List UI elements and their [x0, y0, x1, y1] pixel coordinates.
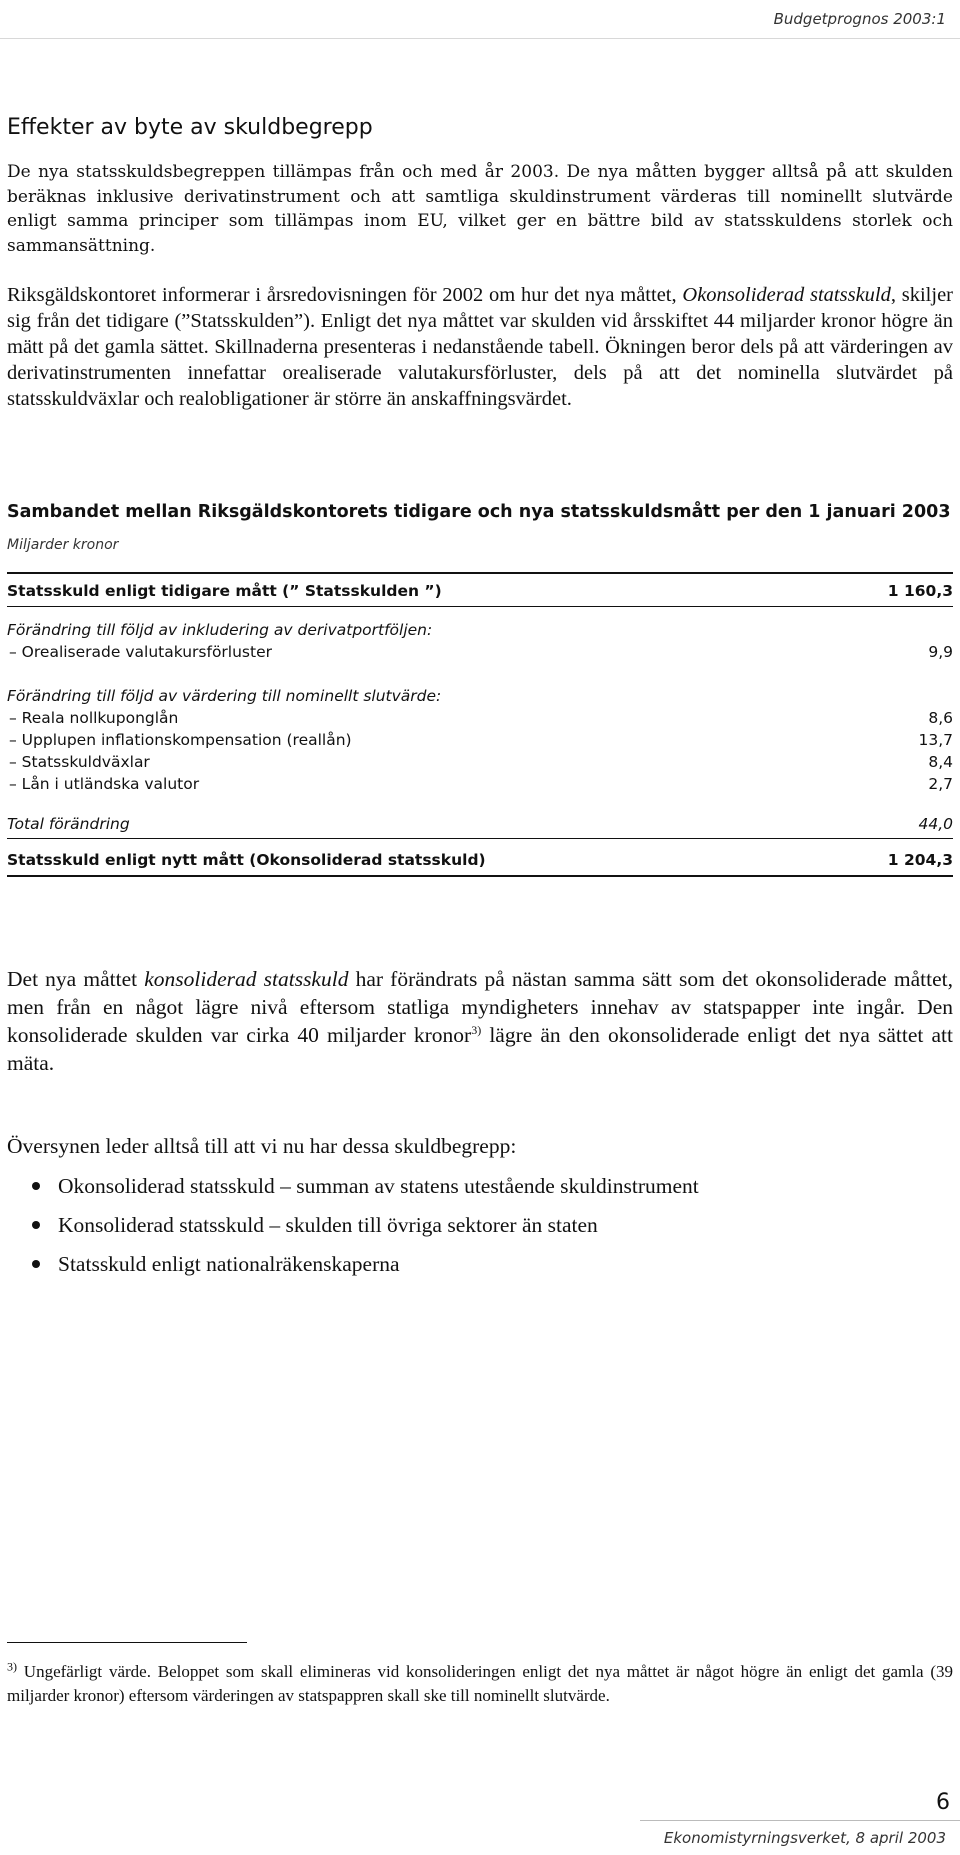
- footer-divider: [640, 1820, 960, 1821]
- table-row: [7, 729, 953, 751]
- table-bottom-rule: [7, 875, 953, 877]
- list-item: [30, 1211, 950, 1239]
- row-label: – Upplupen inflationskompensation (reallån): [9, 731, 352, 749]
- row-label: – Lån i utländska valutor: [9, 775, 200, 793]
- table-title: Sambandet mellan Riksgäldskontorets tidigare och nya statsskuldsmått per den 1 januari 2003: [7, 502, 951, 522]
- intro-paragraph: De nya statsskuldsbegreppen tillämpas från och med år 2003. De nya måtten bygger alltså på att skulden beräknas inklusive derivatinstrument och att samtliga skuldinstrument värderas till nominellt slutvärde enligt samma principer som tillämpas inom EU, vilket ger en bättre bild av statsskuldens storlek och sammansättning.: [7, 162, 953, 256]
- page-number: 6: [936, 1790, 950, 1815]
- section-heading: Effekter av byte av skuldbegrepp: [7, 115, 373, 140]
- row-value: 44,0: [918, 815, 953, 833]
- para2-text-b: , skiljer sig från det tidigare (”Statsskulden”). Enligt det nya måttet var skulden vid årsskiftet 44 miljarder kronor högre än mätt på det gamla sättet. Skillnaderna presenteras i nedanstående tabell. Ökningen beror dels på att värderingen av derivatinstrumenten innefattar orealiserade valutakursförluster, dels på att det nominella slutvärdet på statsskuldväxlar och realobligationer är större än anskaffningsvärdet.: [7, 284, 954, 410]
- row-value: 9,9: [928, 643, 953, 661]
- row-label: – Reala nollkuponglån: [9, 709, 179, 727]
- row-value: 8,6: [928, 709, 953, 727]
- table-row: [7, 751, 953, 773]
- running-footer: Ekonomistyrningsverket, 8 april 2003: [663, 1829, 946, 1847]
- footnote-divider: [7, 1642, 247, 1643]
- overview-intro: Översynen leder alltså till att vi nu har dessa skuldbegrepp:: [7, 1134, 517, 1158]
- consolidated-paragraph: [7, 965, 953, 1077]
- row-label: Total förändring: [7, 815, 130, 833]
- para2-emphasis: Okonsoliderad statsskuld: [682, 284, 891, 306]
- para3-text-c: lägre än den okonsoliderade enligt det nya sättet att mäta.: [7, 1023, 953, 1075]
- header-divider: [0, 38, 960, 39]
- row-value: 13,7: [918, 731, 953, 749]
- row-label: – Statsskuldväxlar: [9, 753, 150, 771]
- list-item-text: Statsskuld enligt nationalräkenskaperna: [58, 1252, 400, 1276]
- row-value: 8,4: [928, 753, 953, 771]
- row-label: Statsskuld enligt tidigare mått (” Statsskulden ”): [7, 582, 442, 600]
- concept-list: [30, 1172, 950, 1289]
- list-item: [30, 1172, 950, 1200]
- para3-text-a: Det nya måttet: [7, 967, 145, 991]
- row-value: 1 160,3: [887, 582, 953, 600]
- table-row: [7, 641, 953, 663]
- table-row: [7, 773, 953, 795]
- para2-text-a: Riksgäldskontoret informerar i årsredovisningen för 2002 om hur det nya måttet,: [7, 284, 683, 306]
- table-group-label: Förändring till följd av inkludering av derivatportföljen:: [7, 621, 433, 639]
- bullet-icon: [32, 1260, 40, 1268]
- para3-text-b: har förändrats på nästan samma sätt som det okonsoliderade måttet, men från en något lägre nivå eftersom statliga myndigheters innehav av statspapper inte ingår. Den konsoliderade skulden var cirka 40 miljarder kronor: [7, 967, 953, 1047]
- footnote: [7, 1660, 953, 1708]
- row-value: 1 204,3: [887, 851, 953, 869]
- para3-emphasis: konsoliderad statsskuld: [144, 967, 349, 991]
- table-row-end: [7, 849, 953, 871]
- footnote-mark: 3): [7, 1659, 17, 1674]
- footnote-text: Ungefärligt värde. Beloppet som skall elimineras vid konsolideringen enligt det nya måttet är något högre än enligt det gamla (39 miljarder kronor) eftersom värderingen av statspappren skall ske till nominellt slutvärde.: [7, 1662, 953, 1705]
- table-unit: Miljarder kronor: [7, 537, 119, 553]
- list-item-text: Okonsoliderad statsskuld – summan av statens utestående skuldinstrument: [58, 1174, 699, 1198]
- list-item: [30, 1250, 950, 1278]
- list-item-text: Konsoliderad statsskuld – skulden till övriga sektorer än staten: [58, 1213, 598, 1237]
- row-value: 2,7: [928, 775, 953, 793]
- row-label: Statsskuld enligt nytt mått (Okonsoliderad statsskuld): [7, 851, 486, 869]
- table-row-start: [7, 580, 953, 602]
- table-group-label: Förändring till följd av värdering till nominellt slutvärde:: [7, 687, 442, 705]
- bullet-icon: [32, 1182, 40, 1190]
- comparison-table: [7, 500, 953, 877]
- table-row-total: [7, 813, 953, 835]
- running-header: Budgetprognos 2003:1: [773, 10, 946, 28]
- table-row: [7, 707, 953, 729]
- row-label: – Orealiserade valutakursförluster: [9, 643, 272, 661]
- bullet-icon: [32, 1221, 40, 1229]
- footnote-reference[interactable]: 3): [471, 1022, 482, 1037]
- riksgalden-paragraph: [7, 282, 953, 412]
